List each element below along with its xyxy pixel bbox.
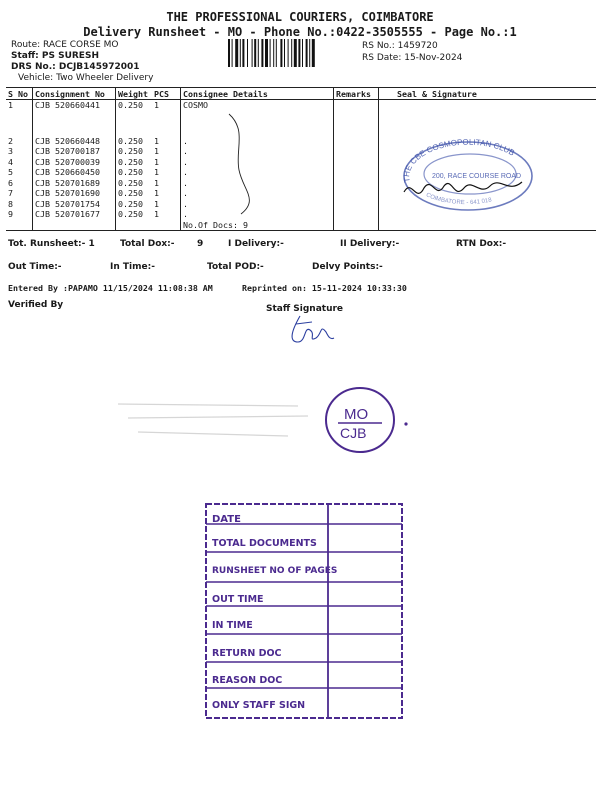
club-seal-stamp: [392, 130, 542, 212]
barcode-bar: [228, 39, 230, 67]
row-weight: 0.250: [116, 136, 153, 147]
row-consignee: .: [181, 136, 334, 147]
row-sno: 4: [8, 156, 13, 167]
barcode: [228, 39, 354, 67]
route-label: Route: RACE CORSE MO: [11, 40, 119, 50]
row-pcs: 1: [154, 156, 159, 167]
row-sno: 3: [8, 146, 13, 156]
ii-delivery: II Delivery:-: [340, 239, 400, 249]
pod-label-reason-doc: REASON DOC: [212, 675, 283, 686]
barcode-bar: [276, 39, 277, 67]
reprinted-on: Reprinted on: 15-11-2024 10:33:30: [242, 283, 407, 293]
barcode-bar: [247, 39, 248, 67]
row-sno: 7: [8, 188, 13, 198]
row-consignee: .: [181, 188, 334, 199]
staff-label: Staff: PS SURESH: [11, 51, 99, 61]
row-consignment-no: CJB 520701754: [33, 199, 116, 210]
row-pcs: 1: [154, 146, 159, 156]
pod-stamp: [198, 500, 408, 725]
entered-by: Entered By :PAPAMO 11/15/2024 11:08:38 AM: [8, 283, 213, 293]
row-pcs: 1: [154, 188, 159, 198]
row-pcs: 1: [154, 177, 159, 188]
row-pcs: 1: [154, 135, 159, 146]
row-pcs: 1: [154, 198, 159, 209]
barcode-bar: [265, 39, 268, 67]
pod-stamp-frame: [198, 500, 408, 725]
barcode-bar: [273, 39, 274, 67]
rs-number: RS No.: 1459720: [362, 41, 438, 51]
out-time: Out Time:-: [8, 262, 62, 272]
col-sno: S No: [6, 88, 33, 100]
barcode-bar: [254, 39, 256, 67]
pod-label-return-doc: RETURN DOC: [212, 648, 282, 659]
row-consignee: .: [181, 199, 334, 210]
barcode-bar: [312, 39, 315, 67]
table-row: [6, 100, 596, 111]
row-consignment-no: CJB 520701677: [33, 209, 116, 220]
company-name: THE PROFESSIONAL COURIERS, COIMBATORE: [166, 10, 434, 24]
row-consignee: .: [181, 178, 334, 189]
rs-date: RS Date: 15-Nov-2024: [362, 53, 463, 63]
row-weight: 0.250: [116, 100, 153, 111]
row-consignment-no: CJB 520701689: [33, 178, 116, 189]
in-time: In Time:-: [110, 262, 155, 272]
barcode-bar: [258, 39, 259, 67]
tot-runsheet: Tot. Runsheet:- 1: [8, 239, 95, 249]
staff-signature-label: Staff Signature: [266, 304, 344, 314]
drs-number: DRS No.: DCJB145972001: [11, 62, 140, 72]
i-delivery: I Delivery:-: [228, 239, 284, 249]
pod-label-runsheet-pages: RUNSHEET NO OF PAGES: [212, 566, 338, 576]
pod-label-staff-sign: ONLY STAFF SIGN: [212, 700, 306, 711]
no-of-docs: No.Of Docs: 9: [181, 220, 334, 231]
seal-inner-text: 200, RACE COURSE ROAD: [432, 173, 522, 180]
row-weight: 0.250: [116, 167, 153, 178]
delvy-points: Delvy Points:-: [312, 262, 383, 272]
rtn-dox: RTN Dox:-: [456, 239, 507, 249]
row-consignment-no: CJB 520660448: [33, 136, 116, 147]
seal-bottom-text: COIMBATORE - 641 018: [424, 192, 493, 207]
row-sno: 6: [8, 177, 13, 188]
row-consignment-no: CJB 520700187: [33, 146, 116, 157]
barcode-bar: [284, 39, 285, 67]
row-consignment-no: CJB 520700039: [33, 157, 116, 168]
row-weight: 0.250: [116, 188, 153, 199]
barcode-bar: [302, 39, 303, 67]
row-sno: 1: [8, 100, 13, 110]
total-pod: Total POD:-: [207, 262, 264, 272]
row-sno: 9: [8, 209, 13, 219]
row-consignment-no: CJB 520660441: [33, 100, 116, 111]
row-weight: 0.250: [116, 157, 153, 168]
row-consignee: .: [181, 157, 334, 168]
row-consignment-no: CJB 520701690: [33, 188, 116, 199]
barcode-bar: [291, 39, 292, 67]
row-consignee: .: [181, 167, 334, 178]
row-consignee: .: [181, 146, 334, 157]
barcode-bar: [261, 39, 263, 67]
row-consignment-no: CJB 520660450: [33, 167, 116, 178]
barcode-bar: [288, 39, 289, 67]
row-pcs: 1: [154, 167, 159, 177]
barcode-bar: [298, 39, 300, 67]
barcode-bar: [270, 39, 271, 67]
row-weight: 0.250: [116, 209, 153, 220]
pod-label-total-documents: TOTAL DOCUMENTS: [212, 538, 317, 549]
verified-by: Verified By: [8, 300, 64, 310]
vehicle-label: Vehicle: Two Wheeler Delivery: [18, 73, 154, 83]
mo-cjb-stamp: [320, 384, 410, 456]
row-weight: 0.250: [116, 146, 153, 157]
row-consignee: COSMO: [181, 100, 334, 111]
barcode-bar: [235, 39, 238, 67]
barcode-bar: [242, 39, 244, 67]
row-pcs: 1: [154, 100, 159, 110]
svg-text:COIMBATORE - 641 018: [425, 192, 493, 206]
col-weight: Weight: [116, 88, 153, 100]
total-dox-value: 9: [197, 239, 204, 249]
pod-label-out-time: OUT TIME: [212, 594, 264, 605]
pod-label-date: DATE: [212, 514, 241, 525]
row-weight: 0.250: [116, 199, 153, 210]
barcode-bar: [306, 39, 308, 67]
barcode-bar: [280, 39, 282, 67]
pod-label-in-time: IN TIME: [212, 620, 253, 631]
table-header-row: [6, 88, 596, 100]
col-seal-signature: Seal & Signature: [379, 88, 597, 100]
col-consignment-no: Consignment No: [33, 88, 116, 100]
mo-stamp-line1: MO: [344, 406, 369, 423]
barcode-bar: [240, 39, 241, 67]
col-consignee: Consignee Details: [181, 88, 334, 100]
seal-outer-text: THE CBE COSMOPOLITAN CLUB: [402, 137, 517, 184]
col-remarks: Remarks: [334, 88, 379, 100]
barcode-bar: [309, 39, 310, 67]
row-sno: 2: [8, 135, 13, 146]
barcode-bar: [252, 39, 253, 67]
handwritten-bracket: [225, 110, 265, 220]
runsheet-title: Delivery Runsheet - MO - Phone No.:0422-3505555 - Page No.:1: [83, 25, 517, 39]
barcode-bar: [232, 39, 233, 67]
row-sno: 5: [8, 167, 13, 177]
barcode-bar: [294, 39, 297, 67]
faint-bleed-marks: [118, 396, 318, 456]
row-pcs: 1: [154, 209, 159, 219]
row-consignee: .: [181, 209, 334, 220]
row-weight: 0.250: [116, 178, 153, 189]
mo-stamp-line2: CJB: [340, 425, 367, 441]
col-pcs: PCS: [152, 88, 181, 100]
row-sno: 8: [8, 198, 13, 209]
staff-signature: [286, 312, 336, 348]
total-dox-label: Total Dox:-: [120, 239, 175, 249]
